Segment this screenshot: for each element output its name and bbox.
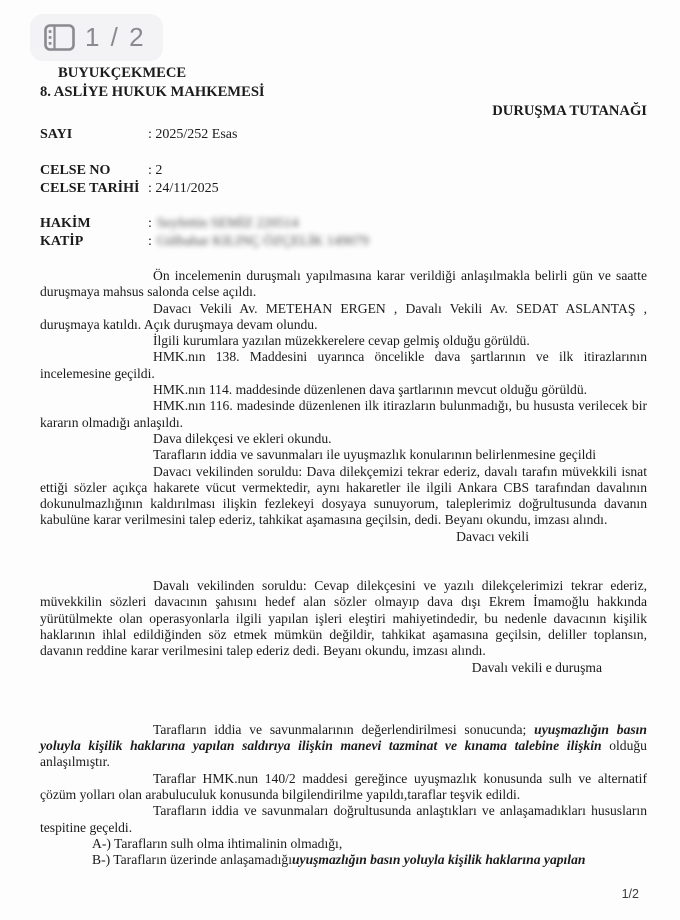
- page-indicator-badge[interactable]: [30, 14, 163, 61]
- document-title: DURUŞMA TUTANAĞI: [492, 103, 647, 119]
- paragraph-dispute-determination: Tarafların iddia ve savunmaları ile uyuşmazlık konularının belirlenmesine geçildi: [153, 447, 596, 463]
- paragraph-hmk-138: HMK.nın 138. Maddesini uyarınca öncelikle dava şartlarının ve ilk itirazlarının incelemesine geçildi.: [40, 349, 647, 381]
- judge-colon: :: [148, 216, 152, 231]
- case-number-label: SAYI: [40, 127, 73, 142]
- judge-value: [148, 215, 298, 233]
- clerk-name-redacted: Gülbahar KILINÇ ÖZÇELİK 149079: [156, 234, 369, 249]
- paragraph-plaintiff-statement: Davacı vekilinden soruldu: Dava dilekçemizi tekrar ederiz, davalı tarafın müvekkili isnat ettiği sözler açıkça hakarete vücut vermektedir, aynı hakaretler ile ilgili Ankara CBS tarafından davalının dokunulmazlığının kaldırılması ilişkin fezlekeyi dosyaya sunuyorum, taleplerimiz doğrultusunda davanın kabulüne karar verilmesini talep ederiz, tahkikat aşamasına geçilsin, dedi. Beyanı okundu, imzası alındı.: [40, 463, 647, 528]
- page-thumbnails-icon: [44, 24, 75, 51]
- court-name-line1: BUYUKÇEKMECE: [58, 65, 187, 81]
- list-item-a: A-) Tarafların sulh olma ihtimalinin olmadığı,: [92, 835, 343, 851]
- session-number-value: : 2: [148, 163, 163, 178]
- document-content: [40, 64, 647, 869]
- list-item-b: [40, 852, 647, 868]
- paragraph-replies-received: İlgili kurumlara yazılan müzekkerelere cevap gelmiş olduğu görüldü.: [153, 333, 530, 349]
- session-date-label: CELSE TARİHİ: [40, 181, 140, 196]
- field-case-number: [40, 126, 647, 144]
- minutes-body: [40, 268, 647, 869]
- judge-name-redacted: Seyfettin SEMİZ 220514: [156, 216, 299, 231]
- session-date-value: : 24/11/2025: [148, 181, 219, 196]
- assessment-emphasis: uyuşmazlığın basın yoluyla kişilik haklarına yapılan saldırıya ilişkin manevi tazminat ve kınama talebine ilişkin: [40, 721, 647, 754]
- field-session-number: [40, 162, 647, 180]
- clerk-label: KATİP: [40, 234, 84, 249]
- paragraph-attendance: Davacı Vekili Av. METEHAN ERGEN , Davalı Vekili Av. SEDAT ASLANTAŞ , duruşmaya katıldı. Açık duruşmaya devam olundu.: [40, 300, 647, 332]
- paragraph-hmk-114: HMK.nın 114. maddesinde düzenlenen dava şartlarının mevcut olduğu görüldü.: [153, 382, 588, 398]
- assessment-pre: Tarafların iddia ve savunmalarının değerlendirilmesi sonucunda;: [153, 721, 535, 737]
- field-clerk: [40, 233, 647, 251]
- field-session-date: [40, 180, 647, 198]
- paragraph-defendant-statement: Davalı vekilinden soruldu: Cevap dilekçesini ve yazılı dilekçelerimizi tekrar ederiz, müvekkilin sözleri davacının şahısını hedef alan sözler olmayıp dava dışı Ekrem İmamoğlu hakkında yürütülmekte olan operasyonlarla ilgili yapılan işleri eleştiri mahiyetindedir, bu nedenle davacının kişilik haklarının ihlal edildiğinden söz etmek mümkün değildir, tahkikat aşamasına geçilsin, deliller toplansın, davanın reddine karar verilmesini talep ederiz dedi. Beyanı okundu, imzası alındı.: [40, 578, 647, 659]
- paragraph-assessment: [40, 722, 647, 771]
- field-judge: [40, 215, 647, 233]
- clerk-colon: :: [148, 234, 152, 249]
- signature-defendant-counsel: Davalı vekili e duruşma: [471, 659, 602, 675]
- case-number-value: : 2025/252 Esas: [148, 127, 238, 142]
- session-number-label: CELSE NO: [40, 163, 111, 178]
- item-b-pre: B-) Tarafların üzerinde anlaşamadığı: [92, 852, 292, 868]
- paragraph-hmk-140: Taraflar HMK.nun 140/2 maddesi gereğince uyuşmazlık konusunda sulh ve alternatif çözüm yolları olan arabuluculuk konusunda bilgilendirilme yapıldı,taraflar teşvik edildi.: [40, 770, 647, 803]
- clerk-value: [148, 233, 369, 251]
- paragraph-petition-read: Dava dilekçesi ve ekleri okundu.: [153, 430, 332, 446]
- judge-label: HAKİM: [40, 216, 91, 231]
- paragraph-agreement-determination: Tarafların iddia ve savunmaları doğrultusunda anlaştıkları ve anlaşamadıkları hususların tespitine geçeldi.: [40, 803, 647, 835]
- paragraph-opening: Ön incelemenin duruşmalı yapılmasına karar verildiği anlaşılmakla belirli gün ve saatte duruşmaya mahsus salonda celse açıldı.: [40, 268, 647, 300]
- paragraph-hmk-116: HMK.nın 116. madesinde düzenlenen ilk itirazların bulunmadığı, bu hususta verilecek bir kararın olmadığı anlaşıldı.: [40, 398, 647, 430]
- signature-plaintiff-counsel: Davacı vekili: [456, 528, 529, 544]
- page-number-footer: 1/2: [621, 887, 639, 901]
- assessment-post: olduğu anlaşılmıştır.: [40, 738, 647, 770]
- item-b-emphasis: uyuşmazlığın basın yoluyla kişilik haklarına yapılan: [291, 852, 586, 868]
- page-indicator-label: 1 / 2: [85, 22, 146, 52]
- court-name-line2: 8. ASLİYE HUKUK MAHKEMESİ: [40, 84, 265, 100]
